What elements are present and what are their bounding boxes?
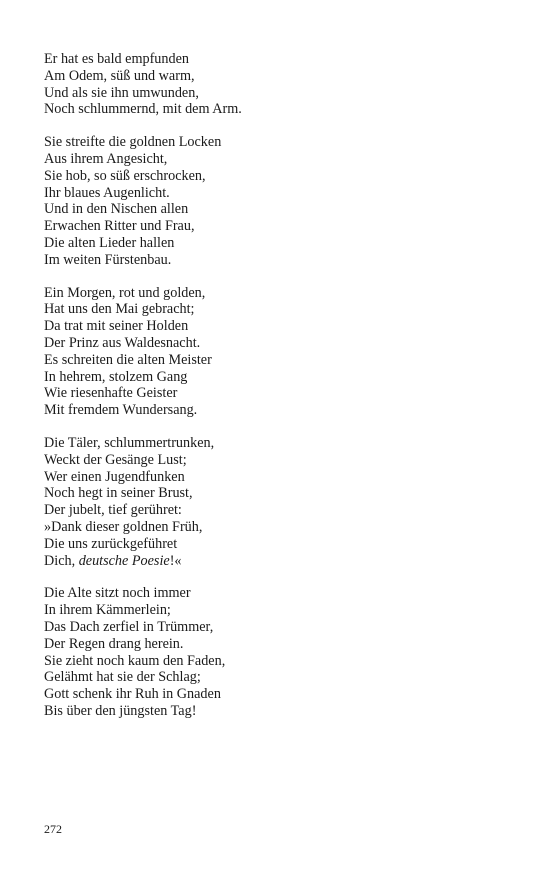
poem-line: Noch schlummernd, mit dem Arm. [44,101,242,118]
stanza-3 [44,285,524,419]
poem-line: Und als sie ihn umwunden, [44,84,199,101]
poem-line: Gelähmt hat sie der Schlag; [44,669,201,686]
stanza-5 [44,585,524,719]
poem-line: Gott schenk ihr Ruh in Gnaden [44,686,221,703]
poem-line: Die Alte sitzt noch immer [44,585,191,602]
poem-line: Am Odem, süß und warm, [44,67,195,84]
poem-line: Noch hegt in seiner Brust, [44,485,193,502]
poem-line: Die uns zurückgeführet [44,535,178,552]
stanza-2 [44,134,524,268]
poem-line: Weckt der Gesänge Lust; [44,451,187,468]
poem-line: Der jubelt, tief gerühret: [44,502,182,519]
poem-line-with-emphasis [44,553,524,570]
poem-text [44,51,524,736]
poem-line: Er hat es bald empfunden [44,51,189,67]
poem-line: Der Prinz aus Waldesnacht. [44,334,201,351]
poem-line: Und in den Nischen allen [44,201,189,218]
poem-line: In hehrem, stolzem Gang [44,368,188,385]
page-number: 272 [44,822,62,836]
poem-line: Bis über den jüngsten Tag! [44,702,197,719]
poem-line: Sie hob, so süß erschrocken, [44,167,206,184]
line-prefix: Dich, [44,552,79,569]
poem-line: Das Dach zerfiel in Trümmer, [44,618,214,635]
poem-line: Da trat mit seiner Holden [44,318,189,335]
poem-line: Sie zieht noch kaum den Faden, [44,652,226,669]
poem-line: In ihrem Kämmerlein; [44,602,171,619]
poem-line: Es schreiten die alten Meister [44,351,212,368]
stanza-1 [44,51,524,118]
poem-line: Die Täler, schlummertrunken, [44,434,215,451]
poem-line: Ihr blaues Augenlicht. [44,184,170,201]
poem-line: Aus ihrem Angesicht, [44,150,168,167]
poem-line: Im weiten Fürstenbau. [44,251,172,268]
poem-line: Erwachen Ritter und Frau, [44,218,195,235]
line-suffix: !« [169,552,182,569]
poem-line: Wer einen Jugendfunken [44,468,185,485]
poem-line: Der Regen drang herein. [44,635,184,652]
poem-line: Wie riesenhafte Geister [44,385,178,402]
poem-line: Mit fremdem Wundersang. [44,402,198,419]
poem-line: Sie streifte die goldnen Locken [44,134,222,151]
stanza-4 [44,435,524,569]
emphasized-text: deutsche Poesie [78,552,170,569]
poem-line: »Dank dieser goldnen Früh, [44,518,203,535]
poem-line: Ein Morgen, rot und golden, [44,284,206,301]
poem-line: Hat uns den Mai gebracht; [44,301,195,318]
poem-line: Die alten Lieder hallen [44,234,175,251]
